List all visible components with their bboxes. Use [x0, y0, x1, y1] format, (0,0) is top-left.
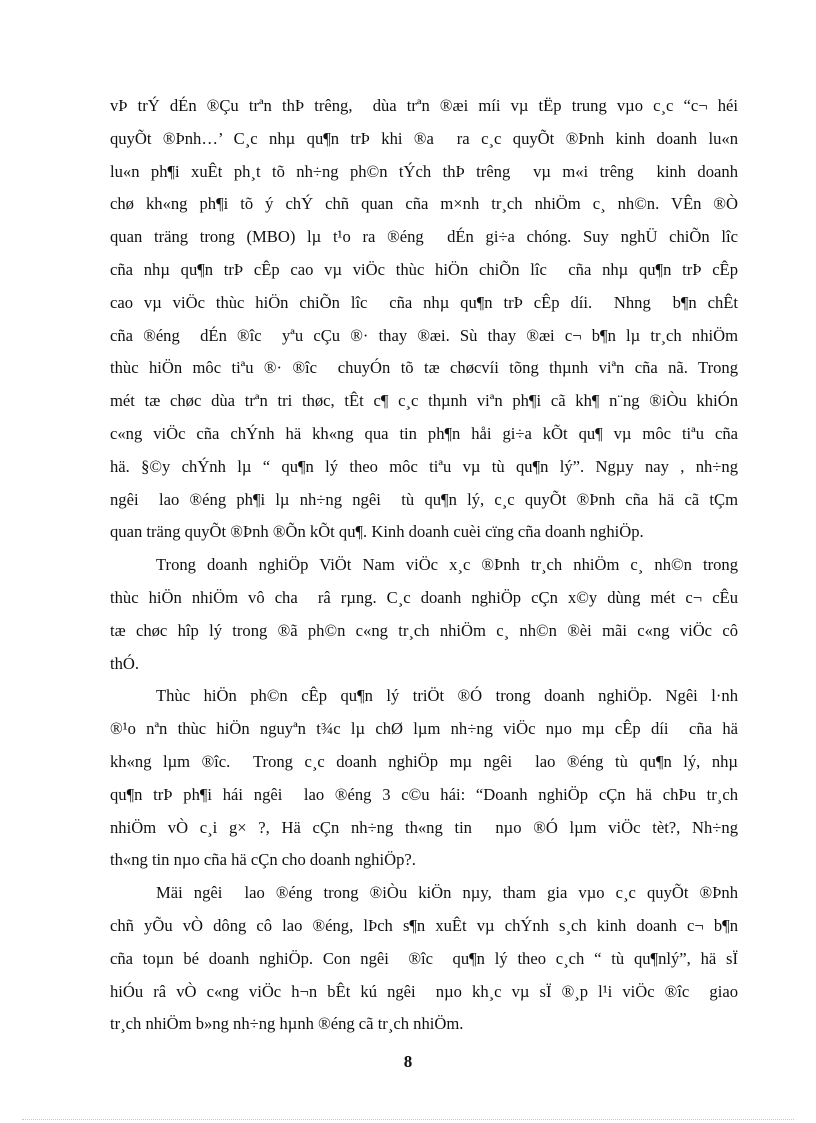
text-line: Mäi ngêi lao ®éng trong ®iÒu kiÖn nµy, tham gia vµo c¸c quyÕt ®Þnh — [156, 883, 738, 903]
body-text — [110, 90, 738, 1041]
paragraph — [110, 549, 738, 680]
text-line: quyÕt ®Þnh…’ C¸c nhµ qu¶n trÞ khi ®a ra c¸c quyÕt ®Þnh kinh doanh lu«n — [110, 128, 738, 148]
text-line: cña toµn bé doanh nghiÖp. Con ngêi ®îc qu¶n lý theo c¸ch “ tù qu¶nlý”, hä sÏ — [110, 948, 738, 968]
text-line: cao vµ viÖc thùc hiÖn chiÕn lîc cña nhµ qu¶n trÞ cÊp díi. Nhng b¶n chÊt — [110, 292, 738, 312]
text-line: thùc hiÖn môc tiªu ®· ®îc chuyÓn tõ tæ chøcvíi tõng thµnh viªn cña nã. Trong — [110, 358, 738, 378]
page-bottom-divider — [22, 1119, 794, 1120]
text-line: quan träng quyÕt ®Þnh ®Õn kÕt qu¶. Kinh doanh cuèi cïng cña doanh nghiÖp. — [110, 522, 644, 542]
text-line: tr¸ch nhiÖm b»ng nh÷ng hµnh ®éng cã tr¸ch nhiÖm. — [110, 1014, 464, 1034]
text-line: nhiÖm vÒ c¸i g× ?, Hä cÇn nh÷ng th«ng tin nµo ®Ó lµm viÖc tèt?, Nh÷ng — [110, 817, 738, 837]
text-line: c«ng viÖc cña chÝnh hä kh«ng qua tin ph¶n håi gi÷a kÕt qu¶ vµ môc tiªu cña — [110, 423, 738, 443]
text-line: qu¶n trÞ ph¶i hái ngêi lao ®éng 3 c©u hái: “Doanh nghiÖp cÇn hä chÞu tr¸ch — [110, 784, 738, 804]
text-line: Thùc hiÖn ph©n cÊp qu¶n lý triÖt ®Ó trong doanh nghiÖp. Ngêi l·nh — [156, 686, 738, 706]
text-line: cña nhµ qu¶n trÞ cÊp cao vµ viÖc thùc hiÖn chiÕn lîc cña nhµ qu¶n trÞ cÊp — [110, 259, 738, 279]
text-line: hä. §©y chÝnh lµ “ qu¶n lý theo môc tiªu vµ tù qu¶n lý”. Ngµy nay , nh÷ng — [110, 456, 738, 476]
text-line: thùc hiÖn nhiÖm vô cha râ rµng. C¸c doanh nghiÖp cÇn x©y dùng mét c¬ cÊu — [110, 587, 738, 607]
text-line: lu«n ph¶i xuÊt ph¸t tõ nh÷ng ph©n tÝch thÞ trêng vµ m«i trêng kinh doanh — [110, 161, 738, 181]
text-line: thÓ. — [110, 653, 140, 673]
text-line: ®¹o nªn thùc hiÖn nguyªn t¾c lµ chØ lµm nh÷ng viÖc nµo mµ cÊp díi cña hä — [110, 719, 738, 739]
text-line: Trong doanh nghiÖp ViÖt Nam viÖc x¸c ®Þnh tr¸ch nhiÖm c¸ nh©n trong — [156, 555, 738, 575]
text-line: tæ chøc hîp lý trong ®ã ph©n c«ng tr¸ch nhiÖm c¸ nh©n ®èi mãi c«ng viÖc cô — [110, 620, 738, 640]
text-line: vÞ trÝ dÉn ®Çu trªn thÞ trêng, dùa trªn ®æi míi vµ tËp trung vµo c¸c “c¬ héi — [110, 96, 738, 115]
text-line: ngêi lao ®éng ph¶i lµ nh÷ng ngêi tù qu¶n lý, c¸c quyÕt ®Þnh cña hä cã tÇm — [110, 489, 738, 509]
paragraph — [110, 877, 738, 1041]
text-line: chø kh«ng ph¶i tõ ý chÝ chñ quan cña m×nh tr¸ch nhiÖm c¸ nh©n. VÊn ®Ò — [110, 194, 738, 214]
text-line: kh«ng lµm ®îc. Trong c¸c doanh nghiÖp mµ ngêi lao ®éng tù qu¶n lý, nhµ — [110, 751, 738, 771]
page-number: 8 — [403, 1052, 413, 1071]
text-line: hiÓu râ vÒ c«ng viÖc h¬n bÊt kú ngêi nµo kh¸c vµ sÏ ®¸p l¹i viÖc ®îc giao — [110, 981, 738, 1001]
text-line: chñ yÕu vÒ dông cô lao ®éng, lÞch s¶n xuÊt vµ chÝnh s¸ch kinh doanh c¬ b¶n — [110, 915, 738, 935]
text-line: th«ng tin nµo cña hä cÇn cho doanh nghiÖp?. — [110, 850, 416, 870]
text-line: mét tæ chøc dùa trªn tri thøc, tÊt c¶ c¸c thµnh viªn ph¶i cã kh¶ n¨ng ®iÒu khiÓn — [110, 391, 738, 411]
text-line: quan träng trong (MBO) lµ t¹o ra ®éng dÉn gi÷a chóng. Suy nghÜ chiÕn lîc — [110, 227, 738, 247]
text-line: cña ®éng dÉn ®îc yªu cÇu ®· thay ®æi. Sù thay ®æi c¬ b¶n lµ tr¸ch nhiÖm — [110, 325, 738, 345]
paragraph — [110, 680, 738, 877]
paragraph — [110, 90, 738, 549]
